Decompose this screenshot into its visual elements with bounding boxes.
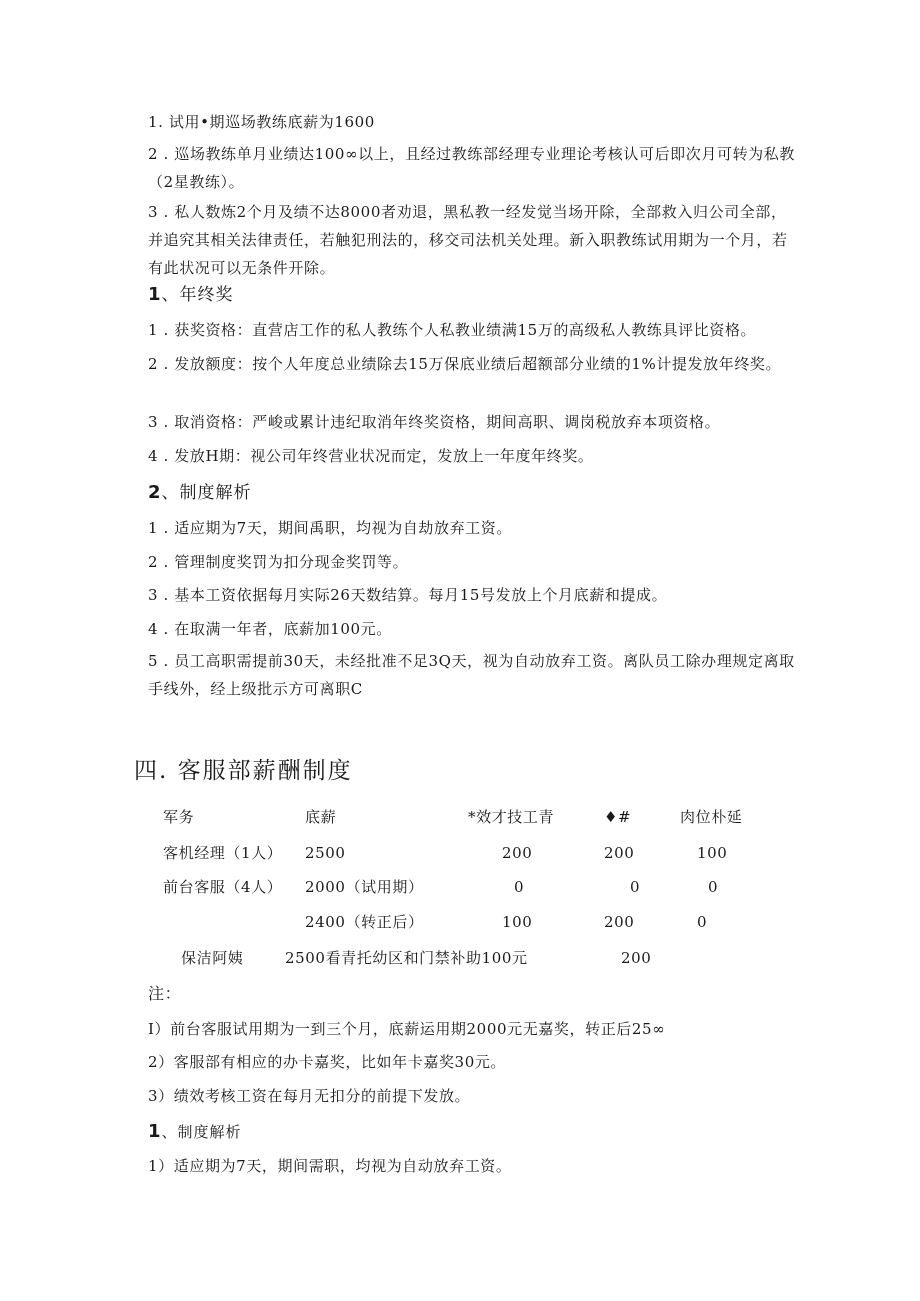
year-end-item-4: 4 . 发放H期：视公司年终营业状况而定，发放上一年度年终奖。 [148,447,594,465]
table-header-cell: *效才技工青 [468,808,555,826]
table-cell: 2500看青托幼区和门禁补助100元 [285,949,528,967]
note-item-3: 3）绩效考核工资在每月无扣分的前提下发放。 [148,1087,471,1105]
table-cell: 0 [708,878,719,896]
section-heading-year-end [148,284,234,306]
section-number: 1 [148,284,162,305]
intro-item-1: 1. 试用•期巡场教练底薪为1600 [148,113,375,131]
policy-item-4: 4 . 在取满一年者，底薪加100元。 [148,620,392,638]
table-cell: 2500 [305,844,346,862]
policy-item-2: 2 . 管理制度奖罚为扣分现金奖罚等。 [148,553,409,571]
table-cell: 200 [604,844,635,862]
intro-item-2: 2 . 巡场教练单月业绩达100∞以上，且经过教练部经理专业理论考核认可后即次月可转为私教（2星教练）。 [148,145,795,191]
policy-item-1: 1 . 适应期为7天，期间禹职，均视为自劫放弃工资。 [148,519,512,537]
section-number: 1 [148,1121,162,1142]
table-cell: 客机经理（1人） [163,844,283,862]
note-item-2: 2）客服部有相应的办卡嘉奖，比如年卡嘉奖30元。 [148,1053,507,1071]
policy-2-item-1: 1）适应期为7天，期间需职，均视为自动放弃工资。 [148,1157,512,1175]
table-cell: 200 [604,913,635,931]
table-header-cell: 军务 [163,808,195,826]
table-header-cell: 肉位朴延 [680,808,743,826]
table-cell: 200 [621,949,652,967]
table-cell: 0 [514,878,525,896]
table-header-cell: 底薪 [305,808,337,826]
year-end-item-1: 1 . 获奖资格：直营店工作的私人教练个人私教业绩满15万的高级私人教练具评比资格。 [148,321,757,339]
table-cell: 200 [502,844,533,862]
table-cell: 2400（转正后） [305,913,424,931]
table-header-cell: ♦# [604,808,632,826]
year-end-item-3: 3 . 取消资格：严峻或累计违纪取消年终奖资格，期间高职、调岗税放弃本项资格。 [148,413,721,431]
section-heading-policy [148,482,252,504]
table-cell: 0 [630,878,641,896]
year-end-item-2: 2 . 发放额度：按个人年度总业绩除去15万保底业绩后超额部分业绩的1%计提发放年终奖。 [148,355,782,373]
table-cell: 保洁阿姨 [181,949,244,967]
note-item-1: I）前台客服试用期为一到三个月，底薪运用期2000元无嘉奖，转正后25∞ [148,1020,666,1038]
section-heading-policy-2 [148,1121,242,1143]
table-cell: 100 [502,913,533,931]
intro-item-3: 3 . 私人数炼2个月及绩不达8000者劝退，黑私教一经发觉当场开除，全部救入归公司全部，并追究其相关法律责任，若触犯刑法的，移交司法机关处理。新入职教练试用期为一个月，若有此状况可以无条件开除。 [148,203,788,277]
notes-label: 注： [148,984,182,1003]
policy-item-3: 3 . 基本工资依据每月实际26天数结算。每月15号发放上个月底薪和提成。 [148,586,668,604]
section-title: 、年终奖 [161,285,234,305]
policy-item-5: 5 . 员工高职需提前30天，未经批准不足3Q天，视为自动放弃工资。离队员工除办理规定离取手线外，经上级批示方可离职C [148,652,795,698]
table-cell: 前台客服（4人） [163,878,283,896]
table-cell: 2000（试用期） [305,878,424,896]
table-cell: 100 [697,844,728,862]
table-cell: 0 [697,913,708,931]
section-number: 2 [148,482,162,503]
section-title: 、制度解析 [161,1123,242,1141]
chapter-title: 四. 客服部薪酬制度 [134,758,353,784]
section-title: 、制度解析 [161,483,252,503]
